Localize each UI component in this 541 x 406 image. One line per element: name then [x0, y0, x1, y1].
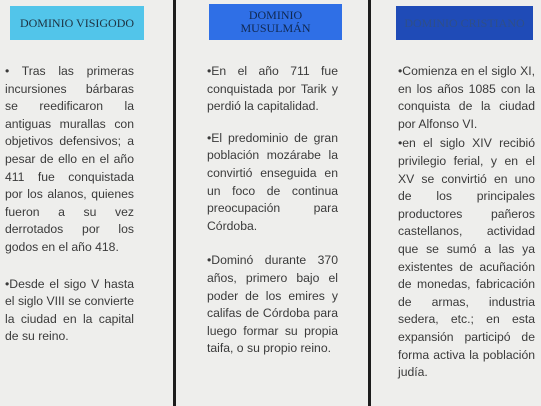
column-divider-right: [368, 0, 371, 406]
visigodo-paragraph-1: • Tras las primeras incursiones bárbaras se reedificaron la antiguas murallas con objetivos defensivos; a pesar de ello en el año 411 fue conquistada por los alanos, quienes fueron a su vez derrotados por los godos en el año 418.: [5, 64, 134, 254]
musulman-paragraph-3: •Dominó durante 370 años, primero bajo el poder de los emires y califas de Córdoba para luego formar su propia taifa, o su propio reino.: [207, 253, 338, 356]
cristiano-paragraph-1: •Comienza en el siglo XI, en los años 1085 con la conquista de la ciudad por Alfonso VI.: [398, 64, 535, 131]
column-cristiano: [398, 63, 535, 382]
column-divider-left: [173, 0, 176, 406]
header-dominio-musulman: [209, 4, 342, 40]
cristiano-paragraph-2: •en el siglo XIV recibió privilegio ferial, y en el XV se convirtió en uno de los principales productores pañeros castellanos, actividad que se sumó a las ya existentes de acuñación de monedas, fabricación de armas, industria sedera, etc.; en esta expansión participó de forma activa la población judía.: [398, 136, 535, 380]
header-dominio-musulman-text: DOMINIO MUSULMÁN: [240, 8, 311, 35]
header-dominio-cristiano: DOMINIO CRISTIANO: [396, 6, 533, 40]
musulman-paragraph-2: •El predominio de gran población mozárabe la convirtió enseguida en un foco de continua preocupación para Córdoba.: [207, 130, 338, 233]
column-visigodo: [5, 63, 134, 346]
header-dominio-visigodo: DOMINIO VISIGODO: [10, 6, 144, 40]
column-musulman: [207, 63, 338, 358]
visigodo-paragraph-2: •Desde el sigo V hasta el siglo VIII se convierte la ciudad en la capital de su reino.: [5, 276, 134, 344]
musulman-paragraph-1: •En el año 711 fue conquistada por Tarik y perdió la capitalidad.: [207, 64, 338, 114]
